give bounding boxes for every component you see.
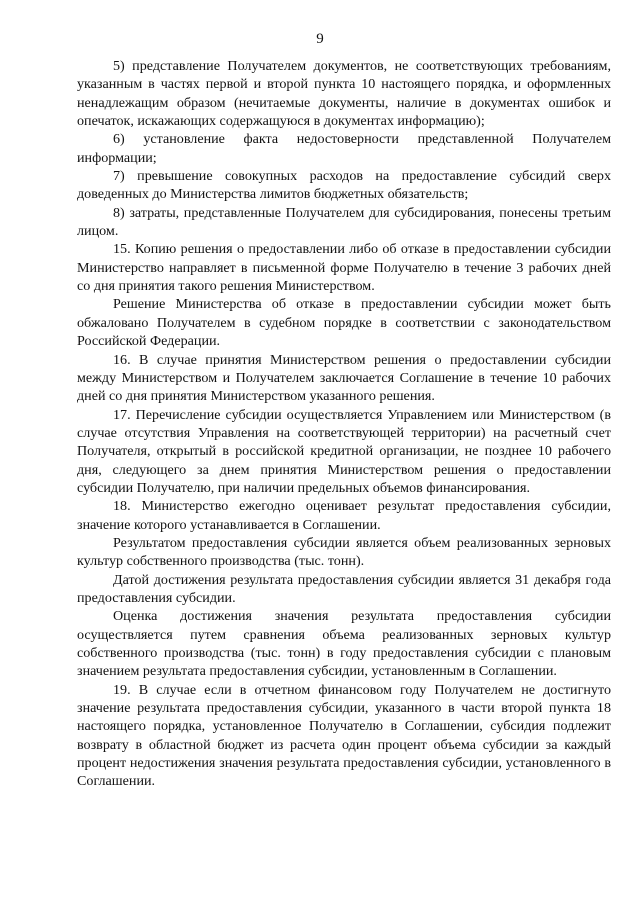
paragraph-item-8: 8) затраты, представленные Получателем для субсидирования, понесены третьим лицом. xyxy=(77,204,611,240)
paragraph-section-15: 15. Копию решения о предоставлении либо об отказе в предоставлении субсидии Министерство направляет в письменной форме Получателю в течение 3 рабочих дней со дня принятия такого решения Министерством. xyxy=(77,241,611,295)
paragraph-assessment: Оценка достижения значения результата предоставления субсидии осуществляется путем сравнения объема реализованных зерновых культур собственного производства (тыс. тонн) в году предоставления субсидии с плановым значением результата предоставления субсидии, установленным в Соглашении. xyxy=(77,608,611,680)
paragraph-item-6: 6) установление факта недостоверности представленной Получателем информации; xyxy=(77,131,611,166)
paragraph-item-5: 5) представление Получателем документов, не соответствующих требованиям, указанным в частях первой и второй пункта 10 настоящего порядка, и оформленных ненадлежащим образом (нечитаемые документы, наличие в документах ошибок и опечаток, искажающих содержащуюся в документах информацию); xyxy=(77,58,611,130)
paragraph-section-19: 19. В случае если в отчетном финансовом году Получателем не достигнуто значение результата предоставления субсидии, указанного в части второй пункта 18 настоящего порядка, установленное Получателю в Соглашении, субсидия подлежит возврату в областной бюджет из расчета один процент объема субсидии за каждый процент недостижения значения результата предоставления субсидии, установленного в Соглашении. xyxy=(77,681,611,790)
paragraph-section-18: 18. Министерство ежегодно оценивает результат предоставления субсидии, значение которого устанавливается в Соглашении. xyxy=(77,498,611,533)
paragraph-appeal: Решение Министерства об отказе в предоставлении субсидии может быть обжаловано Получателем в судебном порядке в соответствии с законодательством Российской Федерации. xyxy=(77,296,611,350)
paragraph-section-16: 16. В случае принятия Министерством решения о предоставлении субсидии между Министерством и Получателем заключается Соглашение в течение 10 рабочих дней со дня принятия Министерством указанного решения. xyxy=(77,351,611,405)
paragraph-section-17: 17. Перечисление субсидии осуществляется Управлением или Министерством (в случае отсутствия Управления на соответствующей территории) на расчетный счет Получателя, открытый в российской кредитной организации, не позднее 10 рабочего дня, следующего за днем принятия Министерством решения о предоставлении субсидии Получателю, при наличии предельных объемов финансирования. xyxy=(77,406,611,496)
page-number: 9 xyxy=(316,31,324,47)
document-body xyxy=(77,57,611,791)
paragraph-item-7: 7) превышение совокупных расходов на предоставление субсидий сверх доведенных до Министерства лимитов бюджетных обязательств; xyxy=(77,168,611,203)
paragraph-result-date: Датой достижения результата предоставления субсидии является 31 декабря года предоставления субсидии. xyxy=(77,571,611,606)
paragraph-result: Результатом предоставления субсидии является объем реализованных зерновых культур собственного производства (тыс. тонн). xyxy=(77,534,611,570)
